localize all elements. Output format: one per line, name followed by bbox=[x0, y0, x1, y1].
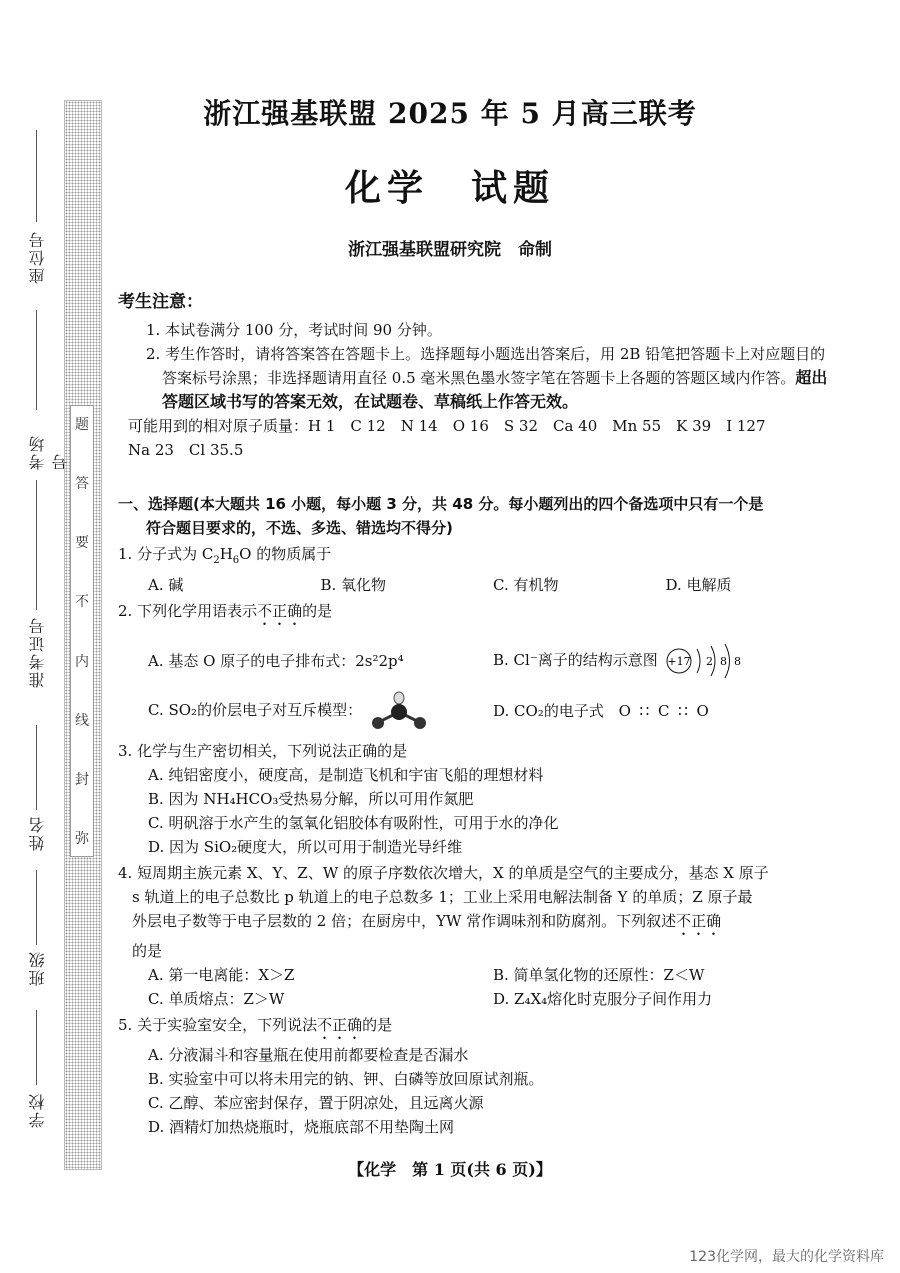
q2-options-cd bbox=[118, 689, 838, 733]
q2-stem-post: 的是 bbox=[302, 602, 333, 620]
svg-text:2: 2 bbox=[705, 655, 713, 668]
q1-option-a: A. 碱 bbox=[148, 576, 184, 594]
q1-stem-mid: H bbox=[219, 545, 233, 563]
q1-option-d: D. 电解质 bbox=[665, 576, 732, 594]
question-4-line-4: 的是 bbox=[132, 942, 163, 960]
exam-content bbox=[118, 290, 838, 1139]
q2-option-b-text: B. Cl⁻离子的结构示意图 bbox=[493, 651, 658, 669]
so2-vsepr-model-image bbox=[367, 690, 431, 732]
q5-stem-emphasis: 不正确 bbox=[317, 1016, 363, 1034]
q4-option-b: B. 简单氢化物的还原性：Z＜W bbox=[493, 966, 705, 984]
q5-option-a: A. 分液漏斗和容量瓶在使用前都要检查是否漏水 bbox=[148, 1046, 469, 1064]
q1-stem-pre: 1. 分子式为 C bbox=[118, 545, 214, 563]
page-footer: 【化学 第 1 页(共 6 页)】 bbox=[348, 1160, 552, 1179]
q2-option-c bbox=[148, 690, 493, 732]
q4-option-a: A. 第一电离能：X＞Z bbox=[148, 966, 295, 984]
seal-char: 答 bbox=[75, 476, 89, 493]
class-label: 班级 bbox=[28, 950, 47, 986]
co2-electron-formula: O ∷ C ∷ O bbox=[618, 702, 711, 720]
atomic-masses: 可能用到的相对原子质量：H 1 C 12 N 14 O 16 S 32 Ca 40 Mn 55 K 39 I 127 bbox=[128, 417, 766, 435]
q4-line-3-pre: 外层电子数等于电子层数的 2 倍；在厨房中，YW 常作调味剂和防腐剂。下列叙述 bbox=[132, 912, 677, 930]
nucleus-label: +17 bbox=[666, 655, 691, 668]
exam-title: 浙江强基联盟 2025 年 5 月高三联考 bbox=[203, 97, 697, 130]
notice-item-2-bold: 超出答题区域书写的答案无效，在试题卷、草稿纸上作答无效。 bbox=[162, 368, 828, 411]
q5-option-d: D. 酒精灯加热烧瓶时，烧瓶底部不用垫陶土网 bbox=[148, 1118, 455, 1136]
question-4-line-2: s 轨道上的电子总数比 p 轨道上的电子总数多 1；工业上采用电解法制备 Y 的单质；Z 原子最 bbox=[132, 888, 753, 906]
seal-char: 封 bbox=[75, 771, 89, 788]
section-heading-2: 符合题目要求的，不选、多选、错选均不得分) bbox=[146, 519, 453, 537]
q2-option-a: A. 基态 O 原子的电子排布式：2s²2p⁴ bbox=[148, 652, 404, 670]
question-1 bbox=[118, 542, 838, 573]
svg-text:8: 8 bbox=[719, 655, 727, 668]
seal-line-box bbox=[70, 405, 94, 857]
q4-emphasis: 不正确 bbox=[676, 912, 722, 930]
q5-option-b: B. 实验室中可以将未用完的钠、钾、白磷等放回原试剂瓶。 bbox=[148, 1070, 544, 1088]
q1-sub1: 2 bbox=[213, 555, 220, 566]
cl-ion-structure-diagram bbox=[663, 641, 747, 681]
q2-option-c-text: C. SO₂的价层电子对互斥模型： bbox=[148, 701, 363, 719]
question-4-line-3 bbox=[118, 909, 838, 939]
seal-char: 弥 bbox=[75, 830, 89, 847]
q5-stem-pre: 5. 关于实验室安全，下列说法 bbox=[118, 1016, 318, 1034]
q2-options-ab bbox=[118, 641, 838, 681]
q4-options-ab bbox=[118, 963, 838, 987]
q2-stem-emphasis: 不正确 bbox=[257, 602, 303, 620]
q3-option-a: A. 纯铝密度小，硬度高，是制造飞机和宇宙飞船的理想材料 bbox=[148, 766, 544, 784]
q3-option-d: D. 因为 SiO₂硬度大，所以可用于制造光导纤维 bbox=[148, 838, 463, 856]
watermark: 123化学网，最大的化学资料库 bbox=[689, 1249, 884, 1265]
q2-option-d-text: D. CO₂的电子式 bbox=[493, 702, 604, 720]
seal-char: 题 bbox=[75, 417, 89, 433]
seal-char: 要 bbox=[75, 535, 89, 552]
notice-item-2-text: 2. 考生作答时，请将答案答在答题卡上。选择题每小题选出答案后，用 2B 铅笔把答题卡上对应题目的答案标号涂黑；非选择题请用直径 0.5 毫米黑色墨水签字笔在答题卡上各题的答题区域内作答。 bbox=[146, 345, 826, 387]
section-heading: 一、选择题(本大题共 16 小题，每小题 3 分，共 48 分。每小题列出的四个备选项中只有一个是 bbox=[118, 495, 764, 513]
question-2 bbox=[118, 599, 838, 629]
question-5 bbox=[118, 1013, 838, 1043]
seal-char: 线 bbox=[75, 712, 89, 729]
q5-stem-post: 的是 bbox=[362, 1016, 393, 1034]
exam-room-label: 考场号 bbox=[28, 434, 70, 470]
q2-option-d bbox=[493, 699, 838, 723]
q3-option-b: B. 因为 NH₄HCO₃受热易分解，所以可用作氮肥 bbox=[148, 790, 474, 808]
school-field bbox=[14, 1010, 54, 1150]
name-field bbox=[14, 725, 54, 865]
seal-char: 不 bbox=[75, 594, 89, 611]
question-3: 3. 化学与生产密切相关，下列说法正确的是 bbox=[118, 742, 408, 760]
author-line: 浙江强基联盟研究院 命制 bbox=[348, 240, 552, 260]
seat-number-label: 座位号 bbox=[28, 230, 47, 284]
exam-room-field bbox=[14, 310, 70, 470]
q4-option-d: D. Z₄X₄熔化时克服分子间作用力 bbox=[493, 990, 713, 1008]
question-4-line-1: 4. 短周期主族元素 X、Y、Z、W 的原子序数依次增大，X 的单质是空气的主要成分，基态 X 原子 bbox=[118, 864, 769, 882]
q2-stem-pre: 2. 下列化学用语表示 bbox=[118, 602, 258, 620]
q4-option-c: C. 单质熔点：Z＞W bbox=[148, 990, 285, 1008]
q1-sub2: 6 bbox=[232, 555, 240, 566]
q1-option-c: C. 有机物 bbox=[493, 576, 559, 594]
svg-text:8: 8 bbox=[733, 655, 741, 668]
q1-options bbox=[118, 573, 838, 597]
q4-options-cd bbox=[118, 987, 838, 1011]
q1-stem-post: O 的物质属于 bbox=[239, 545, 332, 563]
admission-number-field bbox=[14, 480, 54, 720]
name-label: 姓名 bbox=[28, 815, 47, 851]
admission-number-label: 准考证号 bbox=[28, 616, 47, 688]
school-label: 学校 bbox=[28, 1092, 47, 1128]
notice-item-1: 1. 本试卷满分 100 分，考试时间 90 分钟。 bbox=[146, 321, 442, 339]
q5-option-c: C. 乙醇、苯应密封保存，置于阴凉处，且远离火源 bbox=[148, 1094, 484, 1112]
subject-title: 化学 试题 bbox=[344, 167, 555, 209]
notice-item-2 bbox=[118, 342, 838, 414]
q1-option-b: B. 氧化物 bbox=[320, 576, 387, 594]
seal-char: 内 bbox=[75, 653, 89, 670]
q2-option-b bbox=[493, 641, 838, 681]
class-field bbox=[14, 870, 54, 1020]
q3-option-c: C. 明矾溶于水产生的氢氧化铝胶体有吸附性，可用于水的净化 bbox=[148, 814, 559, 832]
notice-heading: 考生注意： bbox=[118, 292, 203, 312]
atomic-masses-2: Na 23 Cl 35.5 bbox=[128, 441, 244, 459]
